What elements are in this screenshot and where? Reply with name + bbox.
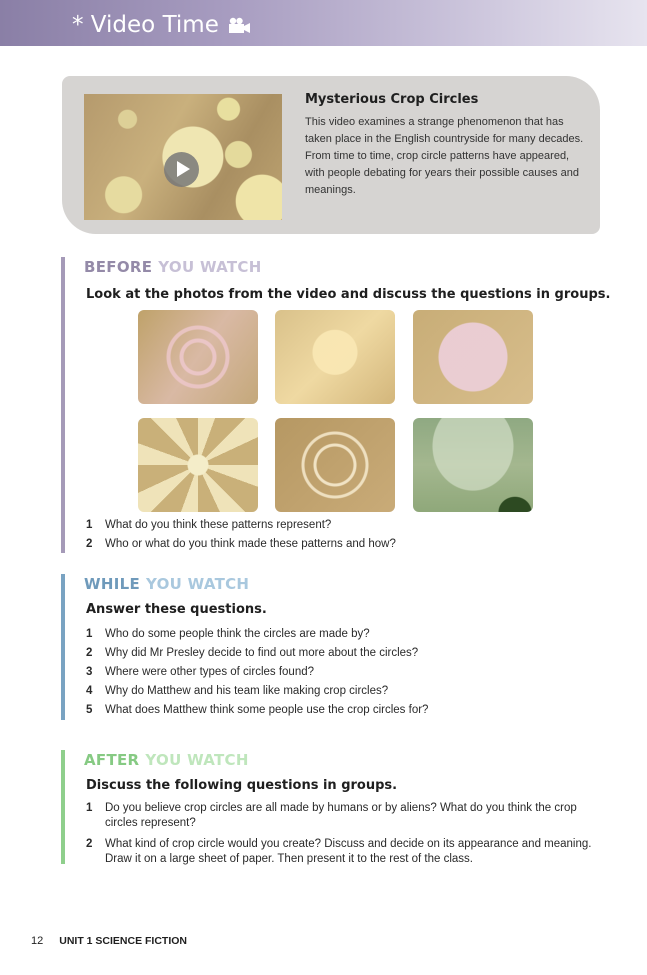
- question-text: Do you believe crop circles are all made by humans or by aliens? What do you think the crop circles represent?: [105, 802, 577, 829]
- crop-circle-photo-2: [275, 310, 395, 404]
- video-title: Mysterious Crop Circles: [305, 92, 479, 107]
- crop-circle-photo-1: [138, 310, 258, 404]
- before-instruction: Look at the photos from the video and discuss the questions in groups.: [86, 287, 611, 302]
- list-item: [86, 663, 428, 682]
- question-number: 5: [86, 704, 93, 716]
- crop-circle-photo-3: [413, 310, 533, 404]
- crop-circle-photo-5: [275, 418, 395, 512]
- question-text: Who do some people think the circles are made by?: [105, 628, 370, 640]
- list-item: [86, 682, 428, 701]
- unit-label: UNIT 1 SCIENCE FICTION: [59, 935, 188, 947]
- question-number: 2: [86, 647, 93, 659]
- page-number: 12: [31, 935, 44, 947]
- question-text: Why do Matthew and his team like making crop circles?: [105, 685, 389, 697]
- after-heading-bold: AFTER: [84, 751, 140, 769]
- question-number: 1: [86, 519, 93, 531]
- while-instruction: Answer these questions.: [86, 602, 267, 617]
- question-text: Why did Mr Presley decide to find out more about the circles?: [105, 647, 419, 659]
- crop-circle-photo-6: [413, 418, 533, 512]
- question-text: What do you think these patterns represent?: [105, 519, 332, 531]
- after-questions: [86, 801, 604, 873]
- question-text: What kind of crop circle would you create? Discuss and decide on its appearance and meaning. Draw it on a large sheet of paper. Then present it to the rest of the class.: [105, 838, 592, 865]
- list-item: [86, 535, 396, 554]
- before-questions: [86, 516, 396, 554]
- question-number: 4: [86, 685, 93, 697]
- while-questions: [86, 625, 428, 720]
- before-heading-bold: BEFORE: [84, 258, 153, 276]
- question-number: 1: [86, 802, 93, 814]
- question-number: 2: [86, 838, 93, 850]
- list-item: [86, 516, 396, 535]
- question-text: Who or what do you think made these patterns and how?: [105, 538, 396, 550]
- while-section-bar: [61, 574, 65, 720]
- while-heading-rest: YOU WATCH: [146, 575, 250, 593]
- question-number: 2: [86, 538, 93, 550]
- while-heading: [84, 575, 249, 593]
- header-title: * Video Time: [72, 12, 219, 38]
- list-item: [86, 701, 428, 720]
- before-heading: [84, 258, 262, 276]
- camera-icon: [227, 15, 251, 35]
- after-instruction: Discuss the following questions in groups.: [86, 778, 398, 793]
- question-text: What does Matthew think some people use the crop circles for?: [105, 704, 429, 716]
- list-item: [86, 644, 428, 663]
- play-icon[interactable]: [164, 152, 199, 187]
- before-section-bar: [61, 257, 65, 553]
- list-item: [86, 801, 604, 831]
- before-heading-rest: YOU WATCH: [158, 258, 262, 276]
- after-heading-rest: YOU WATCH: [145, 751, 249, 769]
- after-section-bar: [61, 750, 65, 864]
- video-description: This video examines a strange phenomenon that has taken place in the English countryside for many decades. From time to time, crop circle patterns have appeared, with people debating for years their possible causes and meanings.: [305, 116, 584, 196]
- question-number: 3: [86, 666, 93, 678]
- question-number: 1: [86, 628, 93, 640]
- list-item: [86, 625, 428, 644]
- list-item: [86, 837, 604, 867]
- page-footer: [31, 935, 187, 947]
- crop-circle-photo-4: [138, 418, 258, 512]
- while-heading-bold: WHILE: [84, 575, 140, 593]
- question-text: Where were other types of circles found?: [105, 666, 315, 678]
- after-heading: [84, 751, 249, 769]
- header-title-group: [72, 12, 251, 38]
